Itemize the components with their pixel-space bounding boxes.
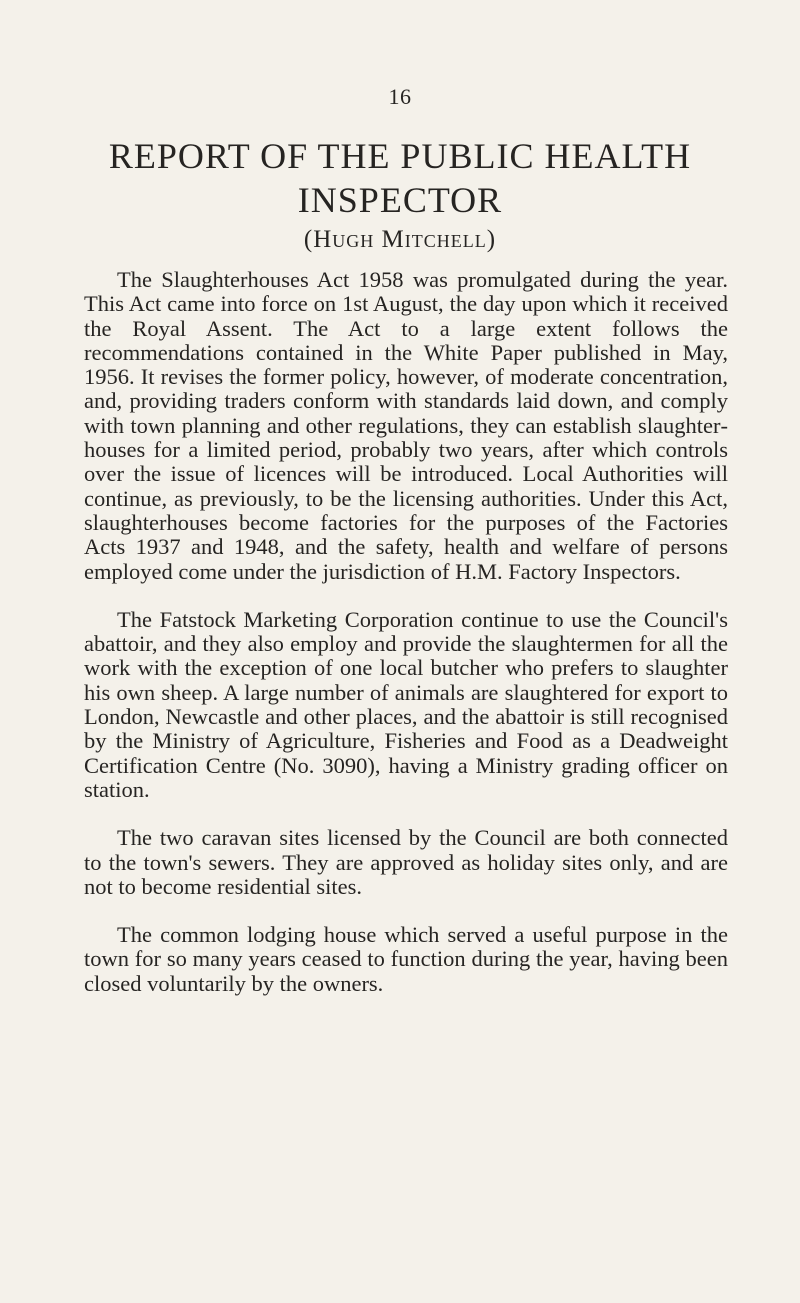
paragraph-caravan-sites: The two caravan sites licensed by the Council are both connected to the town's sewers. They are approved as holiday sites only, and are not to become residential sites.	[84, 825, 728, 899]
paragraph-fatstock-marketing: The Fatstock Marketing Corporation continue to use the Council's abattoir, and they also employ and provide the slaughtermen for all the work with the exception of one local butcher who prefers to slaughter his own sheep. A large number of animals are slaughtered for export to London, Newcastle and other places, and the abattoir is still recognised by the Ministry of Agriculture, Fisheries and Food as a Deadweight Certification Centre (No. 3090), having a Ministry grading officer on station.	[84, 606, 728, 802]
page-number: 16	[388, 84, 412, 109]
report-body	[84, 268, 728, 1020]
report-title: REPORT OF THE PUBLIC HEALTH INSPECTOR	[108, 136, 692, 220]
report-author: (Hugh Mitchell)	[303, 226, 497, 253]
paragraph-slaughterhouses-act: The Slaughterhouses Act 1958 was promulgated during the year. This Act came into force on 1st August, the day upon which it received the Royal Assent. The Act to a large extent follows the recommendations contained in the White Paper published in May, 1956. It revises the former policy, however, of moderate concentration, and, providing traders conform with standards laid down, and comply with town planning and other regulations, they can establish slaughterhouses for a limited period, probably two years, after which controls over the issue of licences will be introduced. Local Authorities will continue, as previously, to be the licensing authorities. Under this Act, slaughterhouses become factories for the purposes of the Factories Acts 1937 and 1948, and the safety, health and welfare of persons employed come under the jurisdiction of H.M. Factory Inspectors.	[84, 267, 728, 584]
paragraph-lodging-house: The common lodging house which served a useful purpose in the town for so many years ceased to function during the year, having been closed voluntarily by the owners.	[84, 922, 728, 996]
